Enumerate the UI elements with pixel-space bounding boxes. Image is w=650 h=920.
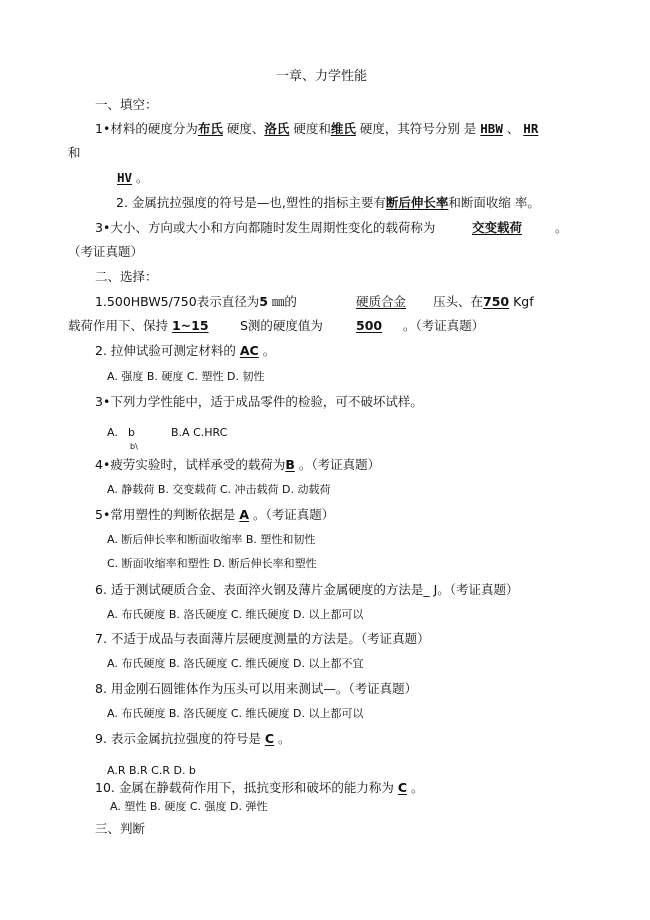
fill-1-text: 1•材料的硬度分为 [95,121,198,136]
fill-1-text: 硬度、 [222,121,265,136]
choice-4-options: A. 静载荷 B. 交变载荷 C. 冲击载荷 D. 动载荷 [107,483,331,496]
choice-1-text-3: S测的硬度值为 [240,318,323,333]
choice-3-symbol: b [128,426,135,439]
choice-5-options-cd: C. 断面收缩率和塑性 D. 断后伸长率和塑性 [107,557,317,570]
fill-1-answer-2: 洛氏 [264,121,290,136]
fill-1-text: 、 [502,121,524,136]
fill-question-1 [95,121,538,137]
section-heading-fill: 一、填空： [95,97,158,112]
fill-2-text: 2. 金属抗拉强度的符号是—也,塑性的指标主要有 [116,195,386,210]
choice-question-1 [95,294,297,310]
choice-1-value: 5 [259,294,268,309]
choice-1-text: Kgf [509,294,534,309]
choice-1-answer: 硬质合金 [356,294,407,309]
choice-1-value: 750 [483,294,510,309]
choice-question-10 [95,780,424,796]
fill-question-3 [95,220,435,236]
choice-question-4 [95,457,380,473]
fill-1-answer-3: 维氏 [330,121,356,136]
choice-9-options: A.R B.R C.R D. b [107,764,196,777]
choice-2-answer: AC [239,343,259,358]
choice-7-options: A. 布氏硬度 B. 洛氏硬度 C. 维氏硬度 D. 以上都不宜 [107,657,364,670]
fill-1-line-3 [117,170,149,186]
choice-10-text: 。 [407,780,424,795]
section-heading-choice: 二、选择： [95,269,158,284]
fill-3-text: 3•大小、方向或大小和方向都随时发生周期性变化的载荷称为 [95,220,436,235]
fill-1-symbol-1: HBW [480,121,503,136]
fill-1-end: 。 [132,170,149,185]
choice-1-text: ㎜的 [267,294,297,309]
fill-question-2 [116,195,540,211]
fill-3-continuation: （考证真题） [68,244,144,259]
choice-3-subscript: b\ [130,442,138,451]
choice-1-value: 1~15 [171,318,209,333]
choice-9-text: 。 [274,731,291,746]
fill-1-text: 硬度和 [289,121,331,136]
choice-4-answer: B [285,457,295,472]
page-title: 一章、力学性能 [276,69,368,84]
choice-2-text: 2. 拉伸试验可测定材料的 [95,343,240,358]
choice-5-answer: A [239,507,249,522]
choice-8-options: A. 布氏硬度 B. 洛氏硬度 C. 维氏硬度 D. 以上都可以 [107,707,364,720]
choice-question-3: 3•下列力学性能中，适于成品零件的检验，可不破坏试样。 [95,394,423,409]
fill-1-answer-1: 布氏 [197,121,223,136]
choice-5-text: 5•常用塑性的判断依据是 [95,507,240,522]
choice-10-options: A. 塑性 B. 硬度 C. 强度 D. 弹性 [110,800,268,813]
choice-question-9 [95,731,291,747]
choice-6-options: A. 布氏硬度 B. 洛氏硬度 C. 维氏硬度 D. 以上都可以 [107,608,364,621]
choice-2-options: A. 强度 B. 硬度 C. 塑性 D. 韧性 [107,370,265,383]
choice-1-line-2 [68,318,209,334]
choice-5-text: 。（考证真题） [249,507,335,522]
fill-1-symbol-2: HR [523,121,539,136]
choice-question-7: 7. 不适于成品与表面薄片层硬度测量的方法是。（考证真题） [95,631,430,646]
fill-3-end: 。 [555,220,568,235]
choice-9-text: 9. 表示金属抗拉强度的符号是 [95,731,265,746]
section-heading-judgment: 三、判断 [95,821,146,836]
choice-4-text: 。（考证真题） [294,457,381,472]
choice-question-2 [95,343,275,359]
choice-1-value-4: 500 [356,318,383,333]
choice-1-text: 载荷作用下、保持 [68,318,172,333]
choice-2-text: 。 [258,343,276,358]
choice-5-options-ab: A. 断后伸长率和断面收缩率 B. 塑性和韧性 [107,533,316,546]
choice-9-answer: C [264,731,275,746]
choice-10-text: 10. 金属在静载荷作用下，抵抗变形和破坏的能力称为 [95,780,398,795]
choice-question-5 [95,507,334,523]
fill-2-answer: 断后伸长率 [385,195,449,210]
choice-1-tail: 。（考证真题） [403,318,485,333]
choice-question-6: 6. 适于测试硬质合金、表面淬火钢及薄片金属硬度的方法是_ J。（考证真题） [95,582,519,597]
fill-2-text: 和断面收缩 率。 [448,195,540,210]
choice-3-options: B.A C.HRC [171,426,228,439]
choice-1-text: 压头、在 [433,294,484,309]
fill-1-continuation: 和 [68,145,81,160]
choice-4-text: 4•疲劳实验时，试样承受的载荷为 [95,457,286,472]
choice-1-text: 1.500HBW5/750表示直径为 [95,294,260,309]
fill-1-text: 硬度，其符号分别 是 [355,121,481,136]
fill-1-symbol-3: HV [117,170,133,185]
choice-question-8: 8. 用金刚石圆锥体作为压头可以用来测试—。（考证真题） [95,681,418,696]
choice-3-option-a: A. [107,426,118,439]
choice-10-answer: C [397,780,408,795]
fill-3-answer: 交变载荷 [472,220,523,235]
choice-1-text-2 [433,294,534,310]
